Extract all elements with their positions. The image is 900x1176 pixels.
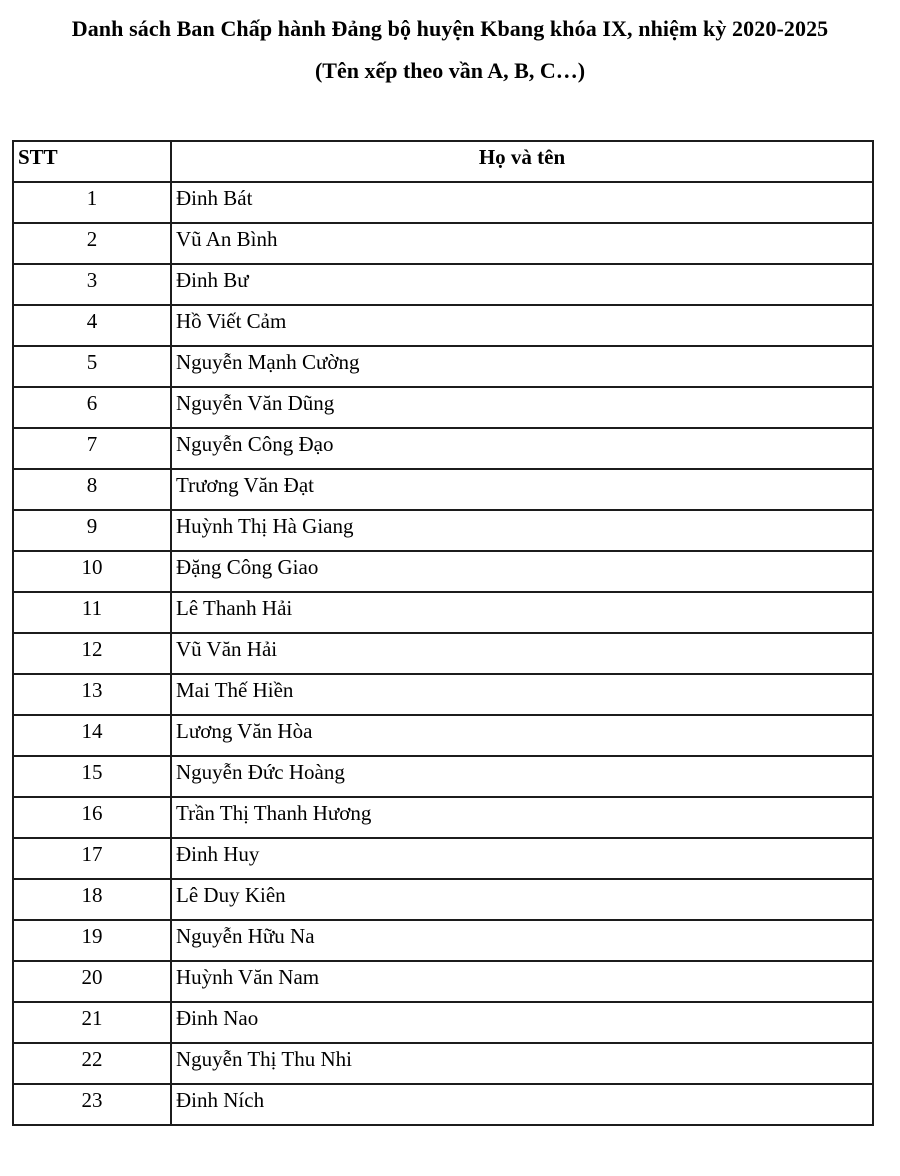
name-cell: Nguyễn Công Đạo xyxy=(171,428,873,469)
name-cell: Huỳnh Văn Nam xyxy=(171,961,873,1002)
stt-cell: 15 xyxy=(13,756,171,797)
table-row xyxy=(13,633,873,674)
table-row xyxy=(13,879,873,920)
table-row xyxy=(13,346,873,387)
members-table-body xyxy=(13,182,873,1125)
table-row xyxy=(13,387,873,428)
table-row xyxy=(13,510,873,551)
name-cell: Vũ Văn Hải xyxy=(171,633,873,674)
name-cell: Nguyễn Thị Thu Nhi xyxy=(171,1043,873,1084)
stt-cell: 23 xyxy=(13,1084,171,1125)
table-row xyxy=(13,797,873,838)
table-row xyxy=(13,264,873,305)
stt-cell: 17 xyxy=(13,838,171,879)
table-row xyxy=(13,1043,873,1084)
table-row xyxy=(13,838,873,879)
name-cell: Trương Văn Đạt xyxy=(171,469,873,510)
name-cell: Nguyễn Văn Dũng xyxy=(171,387,873,428)
stt-cell: 4 xyxy=(13,305,171,346)
name-cell: Mai Thế Hiền xyxy=(171,674,873,715)
name-cell: Đinh Nao xyxy=(171,1002,873,1043)
stt-cell: 21 xyxy=(13,1002,171,1043)
stt-cell: 16 xyxy=(13,797,171,838)
stt-cell: 12 xyxy=(13,633,171,674)
table-row xyxy=(13,551,873,592)
table-row xyxy=(13,223,873,264)
stt-cell: 8 xyxy=(13,469,171,510)
header-stt: STT xyxy=(13,141,171,182)
table-row xyxy=(13,674,873,715)
name-cell: Trần Thị Thanh Hương xyxy=(171,797,873,838)
name-cell: Nguyễn Đức Hoàng xyxy=(171,756,873,797)
name-cell: Đinh Huy xyxy=(171,838,873,879)
members-table xyxy=(12,140,874,1126)
stt-cell: 1 xyxy=(13,182,171,223)
name-cell: Đinh Bát xyxy=(171,182,873,223)
table-row xyxy=(13,715,873,756)
name-cell: Hồ Viết Cảm xyxy=(171,305,873,346)
name-cell: Vũ An Bình xyxy=(171,223,873,264)
stt-cell: 7 xyxy=(13,428,171,469)
stt-cell: 3 xyxy=(13,264,171,305)
name-cell: Đặng Công Giao xyxy=(171,551,873,592)
table-row xyxy=(13,428,873,469)
page-title: Danh sách Ban Chấp hành Đảng bộ huyện Kbang khóa IX, nhiệm kỳ 2020-2025 xyxy=(71,16,829,41)
name-cell: Đinh Bư xyxy=(171,264,873,305)
name-cell: Nguyễn Mạnh Cường xyxy=(171,346,873,387)
stt-cell: 2 xyxy=(13,223,171,264)
page-subtitle: (Tên xếp theo vần A, B, C…) xyxy=(314,58,586,84)
stt-cell: 18 xyxy=(13,879,171,920)
table-row xyxy=(13,1002,873,1043)
table-row xyxy=(13,469,873,510)
name-cell: Lê Thanh Hải xyxy=(171,592,873,633)
stt-cell: 6 xyxy=(13,387,171,428)
name-cell: Lương Văn Hòa xyxy=(171,715,873,756)
document-page xyxy=(0,16,900,1176)
stt-cell: 9 xyxy=(13,510,171,551)
table-row xyxy=(13,920,873,961)
stt-cell: 5 xyxy=(13,346,171,387)
name-cell: Đinh Ních xyxy=(171,1084,873,1125)
table-row xyxy=(13,961,873,1002)
table-row xyxy=(13,305,873,346)
header-name: Họ và tên xyxy=(171,141,873,182)
stt-cell: 22 xyxy=(13,1043,171,1084)
stt-cell: 11 xyxy=(13,592,171,633)
stt-cell: 13 xyxy=(13,674,171,715)
table-row xyxy=(13,182,873,223)
table-row xyxy=(13,592,873,633)
stt-cell: 20 xyxy=(13,961,171,1002)
name-cell: Nguyễn Hữu Na xyxy=(171,920,873,961)
stt-cell: 19 xyxy=(13,920,171,961)
stt-cell: 10 xyxy=(13,551,171,592)
table-row xyxy=(13,1084,873,1125)
name-cell: Lê Duy Kiên xyxy=(171,879,873,920)
name-cell: Huỳnh Thị Hà Giang xyxy=(171,510,873,551)
stt-cell: 14 xyxy=(13,715,171,756)
table-header-row xyxy=(13,141,873,182)
table-row xyxy=(13,756,873,797)
